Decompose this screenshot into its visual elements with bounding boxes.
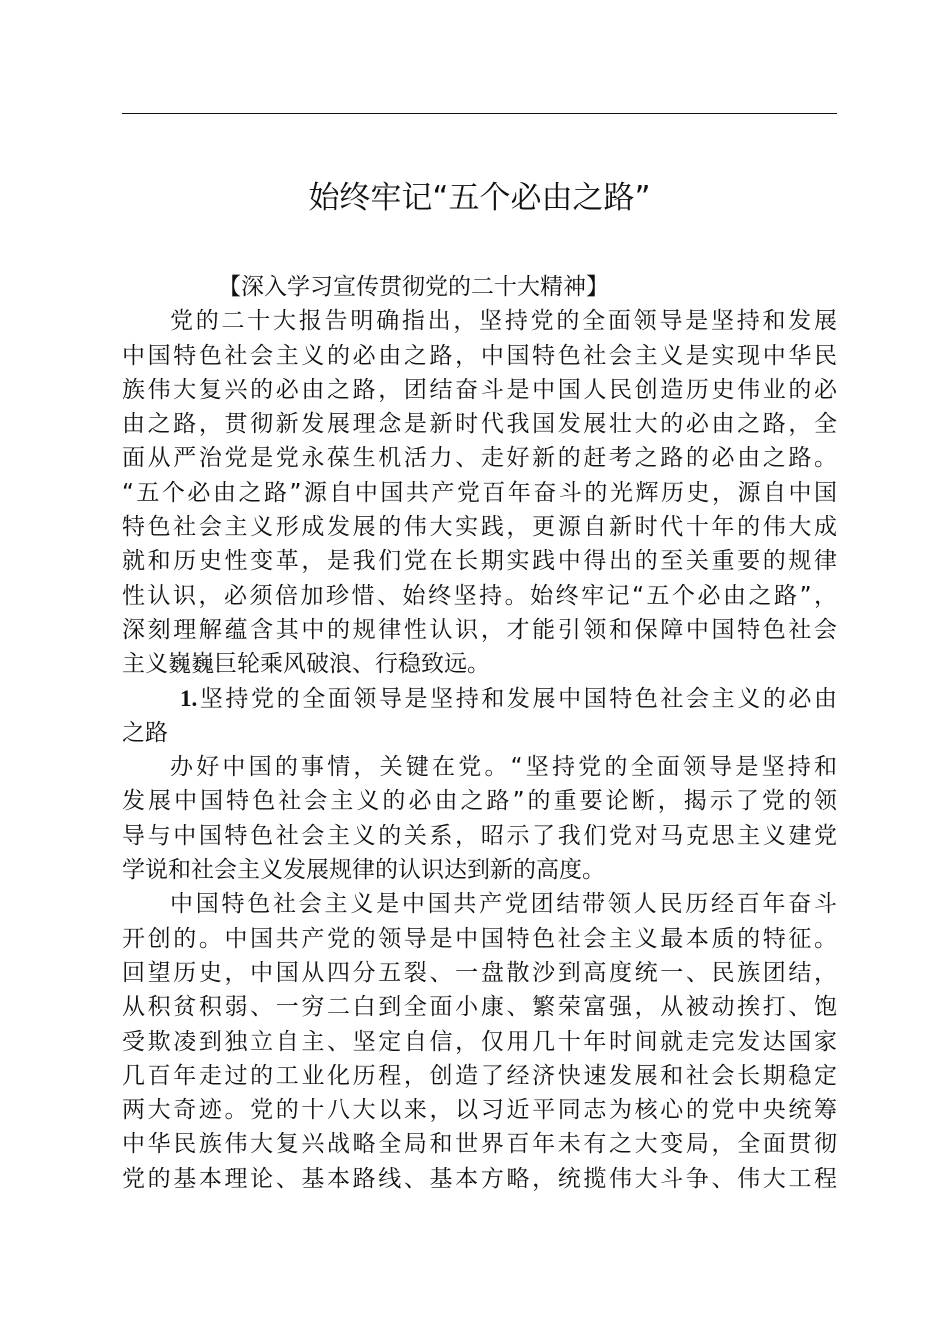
paragraph-line: 面从严治党是党永葆生机活力、走好新的赶考之路的必由之路。 [122,445,837,472]
paragraph-line: 中国特色社会主义是中国共产党团结带领人民历经百年奋斗 [170,891,837,918]
paragraph-3 [122,887,837,1196]
column-label: 【深入学习宣传贯彻党的二十大精神】 [218,274,609,300]
section-number: 1. [180,685,198,711]
paragraph-2 [122,750,837,887]
paragraph-intro [122,304,837,681]
paragraph-line: 性认识，必须倍加珍惜、始终坚持。始终牢记“五个必由之路”， [122,582,837,609]
document-title: 始终牢记“五个必由之路” [308,180,651,216]
paragraph-line: 由之路，贯彻新发展理念是新时代我国发展壮大的必由之路，全 [122,411,837,438]
section-heading [122,682,837,751]
paragraph-line: 党的二十大报告明确指出，坚持党的全面领导是坚持和发展 [170,308,837,335]
paragraph-line: 就和历史性变革，是我们党在长期实践中得出的至关重要的规律 [122,548,837,575]
paragraph-line: 受欺凌到独立自主、坚定自信，仅用几十年时间就走完发达国家 [122,1028,837,1055]
paragraph-line: 两大奇迹。党的十八大以来，以习近平同志为核心的党中央统筹 [122,1097,837,1124]
section-heading-line: 之路 [122,719,168,746]
section-heading-text: 坚持党的全面领导是坚持和发展中国特色社会主义的必由 [197,685,837,712]
document-body [122,270,837,1196]
paragraph-line: 特色社会主义形成发展的伟大实践，更源自新时代十年的伟大成 [122,514,837,541]
paragraph-line: 主义巍巍巨轮乘风破浪、行稳致远。 [122,651,490,678]
paragraph-line: 中华民族伟大复兴战略全局和世界百年未有之大变局，全面贯彻 [122,1131,837,1158]
paragraph-line: 回望历史，中国从四分五裂、一盘散沙到高度统一、民族团结， [122,959,837,986]
paragraph-line: 发展中国特色社会主义的必由之路”的重要论断，揭示了党的领 [122,788,837,815]
paragraph-line: 从积贫积弱、一穷二白到全面小康、繁荣富强，从被动挨打、饱 [122,994,837,1021]
paragraph-line: 深刻理解蕴含其中的规律性认识，才能引领和保障中国特色社会 [122,616,837,643]
paragraph-line: 族伟大复兴的必由之路，团结奋斗是中国人民创造历史伟业的必 [122,376,837,403]
paragraph-line: 导与中国特色社会主义的关系，昭示了我们党对马克思主义建党 [122,822,837,849]
paragraph-line: “五个必由之路”源自中国共产党百年奋斗的光辉历史，源自中国 [122,479,837,506]
paragraph-line: 办好中国的事情，关键在党。“坚持党的全面领导是坚持和 [170,754,837,781]
section-heading-line [122,682,837,716]
paragraph-line: 党的基本理论、基本路线、基本方略，统揽伟大斗争、伟大工程 [122,1165,837,1192]
paragraph-line: 中国特色社会主义的必由之路，中国特色社会主义是实现中华民 [122,342,837,369]
paragraph-line: 几百年走过的工业化历程，创造了经济快速发展和社会长期稳定 [122,1062,837,1089]
paragraph-line: 开创的。中国共产党的领导是中国特色社会主义最本质的特征。 [122,925,837,952]
paragraph-line: 学说和社会主义发展规律的认识达到新的高度。 [122,857,605,884]
header-rule [122,113,837,114]
